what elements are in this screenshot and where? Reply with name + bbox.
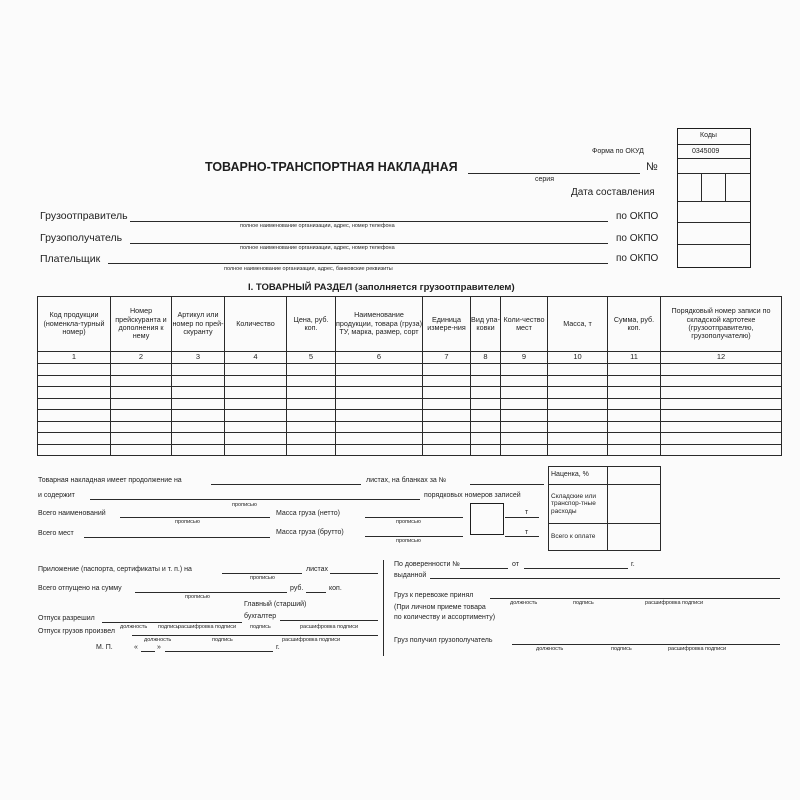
table-row (38, 433, 782, 445)
date-label: Дата составления (571, 187, 655, 198)
table-cell[interactable] (336, 410, 423, 422)
table-cell[interactable] (38, 398, 111, 410)
continuation-forms-field[interactable] (470, 484, 544, 485)
table-cell[interactable] (287, 387, 336, 399)
hint-words: прописью (232, 502, 257, 508)
table-cell[interactable] (548, 421, 608, 433)
table-cell[interactable] (471, 444, 501, 456)
table-cell[interactable] (501, 421, 548, 433)
table-cell[interactable] (336, 444, 423, 456)
table-cell[interactable] (38, 387, 111, 399)
table-cell[interactable] (287, 444, 336, 456)
kop-label: коп. (329, 585, 342, 592)
consignee-field[interactable] (130, 243, 608, 244)
table-cell[interactable] (336, 433, 423, 445)
accepted-field[interactable] (490, 598, 780, 599)
sheets-label: листах (306, 566, 329, 573)
table-cell[interactable] (287, 398, 336, 410)
table-cell[interactable] (661, 421, 782, 433)
table-cell[interactable] (172, 364, 225, 376)
codes-label: Коды (700, 132, 717, 139)
table-cell[interactable] (225, 433, 287, 445)
records-text: порядковых номеров записей (424, 492, 521, 499)
okpo-label: по ОКПО (616, 253, 659, 264)
table-cell[interactable] (336, 398, 423, 410)
total-value[interactable] (608, 524, 661, 551)
table-cell[interactable] (111, 375, 172, 387)
header-unit: Единица измере-ния (423, 297, 471, 352)
table-cell[interactable] (225, 410, 287, 422)
summary-box (548, 466, 661, 551)
table-cell[interactable] (111, 433, 172, 445)
table-cell[interactable] (471, 364, 501, 376)
table-cell[interactable] (471, 410, 501, 422)
warehouse-value[interactable] (608, 485, 661, 524)
table-cell[interactable] (661, 410, 782, 422)
hint-signature: подпись (611, 646, 632, 652)
table-cell[interactable] (501, 398, 548, 410)
hint-signature: подпись (250, 624, 271, 630)
table-cell[interactable] (111, 410, 172, 422)
hint-decoding: расшифровка подписи (668, 646, 727, 652)
table-cell[interactable] (501, 364, 548, 376)
table-row (38, 421, 782, 433)
personal-note-1: (При личном приеме товара (394, 604, 486, 611)
col-number: 12 (661, 352, 782, 364)
table-cell[interactable] (501, 410, 548, 422)
table-cell[interactable] (287, 433, 336, 445)
okud-code: 0345009 (692, 148, 720, 155)
table-cell[interactable] (661, 387, 782, 399)
table-cell[interactable] (471, 375, 501, 387)
table-cell[interactable] (608, 364, 661, 376)
table-row (38, 364, 782, 376)
table-cell[interactable] (172, 387, 225, 399)
total-names-field[interactable] (120, 517, 270, 518)
total-places-field[interactable] (84, 537, 270, 538)
shipper-hint: полное наименование организации, адрес, номер телефона (240, 223, 395, 229)
contains-field[interactable] (90, 499, 420, 500)
table-cell[interactable] (423, 364, 471, 376)
release-date-field[interactable] (165, 651, 273, 652)
table-cell[interactable] (608, 444, 661, 456)
table-cell[interactable] (287, 375, 336, 387)
header-product-code: Код продукции (номенкла-турный номер) (38, 297, 111, 352)
col-number: 6 (336, 352, 423, 364)
warehouse-label: Складские или транспор-тные расходы (549, 485, 608, 524)
hint-words: прописью (396, 519, 421, 525)
col-number: 10 (548, 352, 608, 364)
hint-position: должность (536, 646, 564, 652)
release-made-field[interactable] (132, 635, 378, 636)
col-number: 2 (111, 352, 172, 364)
mass-box[interactable] (470, 503, 504, 535)
contains-text: и содержит (38, 492, 75, 499)
table-cell[interactable] (661, 444, 782, 456)
table-cell[interactable] (548, 444, 608, 456)
table-cell[interactable] (336, 421, 423, 433)
number-sign: № (646, 161, 658, 173)
table-cell[interactable] (548, 410, 608, 422)
table-cell[interactable] (423, 375, 471, 387)
col-number: 4 (225, 352, 287, 364)
hint-decoding: расшифровка подписи (300, 624, 359, 630)
table-cell[interactable] (608, 421, 661, 433)
stamp-place: М. П. (96, 644, 113, 651)
table-cell[interactable] (225, 398, 287, 410)
shipper-label: Грузоотправитель (40, 210, 128, 222)
shipper-field[interactable] (130, 221, 608, 222)
table-cell[interactable] (548, 433, 608, 445)
quote-open: « (134, 644, 138, 651)
goods-table (37, 296, 782, 456)
table-cell[interactable] (608, 387, 661, 399)
table-cell[interactable] (287, 364, 336, 376)
col-number: 11 (608, 352, 661, 364)
payer-label: Плательщик (40, 253, 101, 265)
release-allowed-field[interactable] (102, 622, 242, 623)
release-made-label: Отпуск грузов произвел (38, 628, 116, 635)
table-row (38, 444, 782, 456)
table-cell[interactable] (423, 433, 471, 445)
table-cell[interactable] (111, 421, 172, 433)
issued-label: выданной (394, 572, 427, 579)
gross-mass-field[interactable] (365, 536, 463, 537)
net-mass-label: Масса груза (нетто) (276, 510, 340, 517)
table-cell[interactable] (501, 375, 548, 387)
table-cell[interactable] (608, 410, 661, 422)
table-cell[interactable] (548, 364, 608, 376)
table-cell[interactable] (172, 375, 225, 387)
hint-signature: подпись (573, 600, 594, 606)
table-cell[interactable] (661, 364, 782, 376)
attachment-label: Приложение (паспорта, сертификаты и т. п.) на (38, 566, 192, 573)
header-quantity: Количество (225, 297, 287, 352)
table-cell[interactable] (423, 421, 471, 433)
proxy-year-label: г. (631, 561, 635, 568)
table-cell[interactable] (661, 433, 782, 445)
col-number: 5 (287, 352, 336, 364)
hint-words: прописью (396, 538, 421, 544)
hint-words: прописью (250, 575, 275, 581)
table-row (38, 398, 782, 410)
markup-label: Наценка, % (549, 467, 608, 485)
table-cell[interactable] (172, 433, 225, 445)
table-cell[interactable] (225, 421, 287, 433)
col-number: 9 (501, 352, 548, 364)
table-cell[interactable] (336, 364, 423, 376)
table-cell[interactable] (471, 387, 501, 399)
table-cell[interactable] (287, 410, 336, 422)
header-price: Цена, руб. коп. (287, 297, 336, 352)
table-cell[interactable] (661, 375, 782, 387)
hint-decoding: расшифровка подписи (645, 600, 704, 606)
ton-label: т (525, 509, 529, 516)
table-cell[interactable] (287, 421, 336, 433)
total-places-label: Всего мест (38, 530, 74, 537)
table-cell[interactable] (172, 421, 225, 433)
table-cell[interactable] (423, 398, 471, 410)
table-cell[interactable] (225, 364, 287, 376)
col-number: 3 (172, 352, 225, 364)
header-places: Коли-чество мест (501, 297, 548, 352)
table-cell[interactable] (501, 387, 548, 399)
gross-mass-label: Масса груза (брутто) (276, 529, 344, 536)
table-cell[interactable] (423, 387, 471, 399)
table-cell[interactable] (548, 387, 608, 399)
header-product-name: Наименование продукции, товара (груза) ТУ, марка, размер, сорт (336, 297, 423, 352)
rub-label: руб. (290, 585, 304, 592)
accountant-label: бухгалтер (244, 613, 277, 620)
total-names-label: Всего наименований (38, 510, 106, 517)
personal-note-2: по количеству и ассортименту) (394, 614, 496, 621)
header-article: Артикул или номер по прей-скуранту (172, 297, 225, 352)
table-cell[interactable] (471, 433, 501, 445)
payer-field[interactable] (108, 263, 608, 264)
continuation-sheets-field[interactable] (211, 484, 361, 485)
number-line[interactable] (468, 173, 640, 174)
table-cell[interactable] (172, 444, 225, 456)
chief-accountant-label: Главный (старший) (244, 601, 307, 608)
continuation-text-2: листах, на бланках за № (366, 477, 447, 484)
table-cell[interactable] (608, 398, 661, 410)
hint-decoding: расшифровка подписи (282, 637, 341, 643)
table-cell[interactable] (172, 410, 225, 422)
consignee-label: Грузополучатель (40, 232, 123, 244)
proxy-date-field[interactable] (524, 568, 628, 569)
net-mass-field[interactable] (365, 517, 463, 518)
table-cell[interactable] (111, 398, 172, 410)
released-sum-label: Всего отпущено на сумму (38, 585, 122, 592)
table-cell[interactable] (548, 375, 608, 387)
table-cell[interactable] (225, 375, 287, 387)
header-record-number: Порядковый номер записи по складской картотеке (грузоотправителю, грузополучателю) (661, 297, 782, 352)
hint-signature: подпись (158, 624, 179, 630)
released-sum-field[interactable] (135, 592, 287, 593)
header-packaging: Вид упа-ковки (471, 297, 501, 352)
accountant-field[interactable] (280, 620, 378, 621)
table-cell[interactable] (661, 398, 782, 410)
received-label: Груз получил грузополучатель (394, 637, 493, 644)
table-cell[interactable] (471, 398, 501, 410)
hint-position: должность (510, 600, 538, 606)
payer-hint: полное наименование организации, адрес, банковские реквизиты (224, 266, 393, 272)
table-cell[interactable] (111, 364, 172, 376)
table-row (38, 410, 782, 422)
continuation-text: Товарная накладная имеет продолжение на (38, 477, 182, 484)
total-label: Всего к оплате (549, 524, 608, 551)
document-title: ТОВАРНО-ТРАНСПОРТНАЯ НАКЛАДНАЯ (205, 160, 458, 174)
table-cell[interactable] (38, 433, 111, 445)
markup-value[interactable] (608, 467, 661, 485)
table-row (38, 387, 782, 399)
accepted-label: Груз к перевозке принял (394, 592, 474, 599)
table-cell[interactable] (111, 444, 172, 456)
table-cell[interactable] (336, 375, 423, 387)
table-cell[interactable] (38, 375, 111, 387)
table-cell[interactable] (471, 421, 501, 433)
okud-label: Форма по ОКУД (592, 148, 644, 155)
table-cell[interactable] (225, 387, 287, 399)
hint-words: прописью (185, 594, 210, 600)
hint-position: должность (120, 624, 148, 630)
okpo-label: по ОКПО (616, 211, 659, 222)
hint-words: прописью (175, 519, 200, 525)
table-row (38, 375, 782, 387)
table-cell[interactable] (423, 410, 471, 422)
col-number: 7 (423, 352, 471, 364)
quote-close: » (157, 644, 161, 651)
table-cell[interactable] (38, 444, 111, 456)
table-cell[interactable] (38, 364, 111, 376)
release-allowed-label: Отпуск разрешил (38, 615, 95, 622)
table-cell[interactable] (548, 398, 608, 410)
table-cell[interactable] (501, 444, 548, 456)
header-price-list: Номер прейскуранта и дополнения к нему (111, 297, 172, 352)
year-label: г. (276, 644, 280, 651)
proxy-from-label: от (512, 561, 519, 568)
col-number: 1 (38, 352, 111, 364)
header-sum: Сумма, руб. коп. (608, 297, 661, 352)
received-field[interactable] (512, 644, 780, 645)
table-cell[interactable] (423, 444, 471, 456)
col-number: 8 (471, 352, 501, 364)
proxy-label: По доверенности № (394, 561, 460, 568)
table-cell[interactable] (38, 421, 111, 433)
ton-label: т (525, 529, 529, 536)
table-cell[interactable] (336, 387, 423, 399)
table-cell[interactable] (111, 387, 172, 399)
table-cell[interactable] (608, 433, 661, 445)
table-cell[interactable] (225, 444, 287, 456)
proxy-number-field[interactable] (460, 568, 508, 569)
table-cell[interactable] (38, 410, 111, 422)
section-title: I. ТОВАРНЫЙ РАЗДЕЛ (заполняется грузоотправителем) (248, 282, 515, 293)
table-cell[interactable] (172, 398, 225, 410)
issued-field[interactable] (430, 578, 780, 579)
attachment-field[interactable] (222, 573, 302, 574)
consignee-hint: полное наименование организации, адрес, номер телефона (240, 245, 395, 251)
series-label: серия (535, 176, 554, 183)
table-cell[interactable] (501, 433, 548, 445)
hint-decoding: расшифровка подписи (178, 624, 237, 630)
hint-position: должность (144, 637, 172, 643)
hint-signature: подпись (212, 637, 233, 643)
okpo-label: по ОКПО (616, 233, 659, 244)
table-cell[interactable] (608, 375, 661, 387)
header-mass: Масса, т (548, 297, 608, 352)
